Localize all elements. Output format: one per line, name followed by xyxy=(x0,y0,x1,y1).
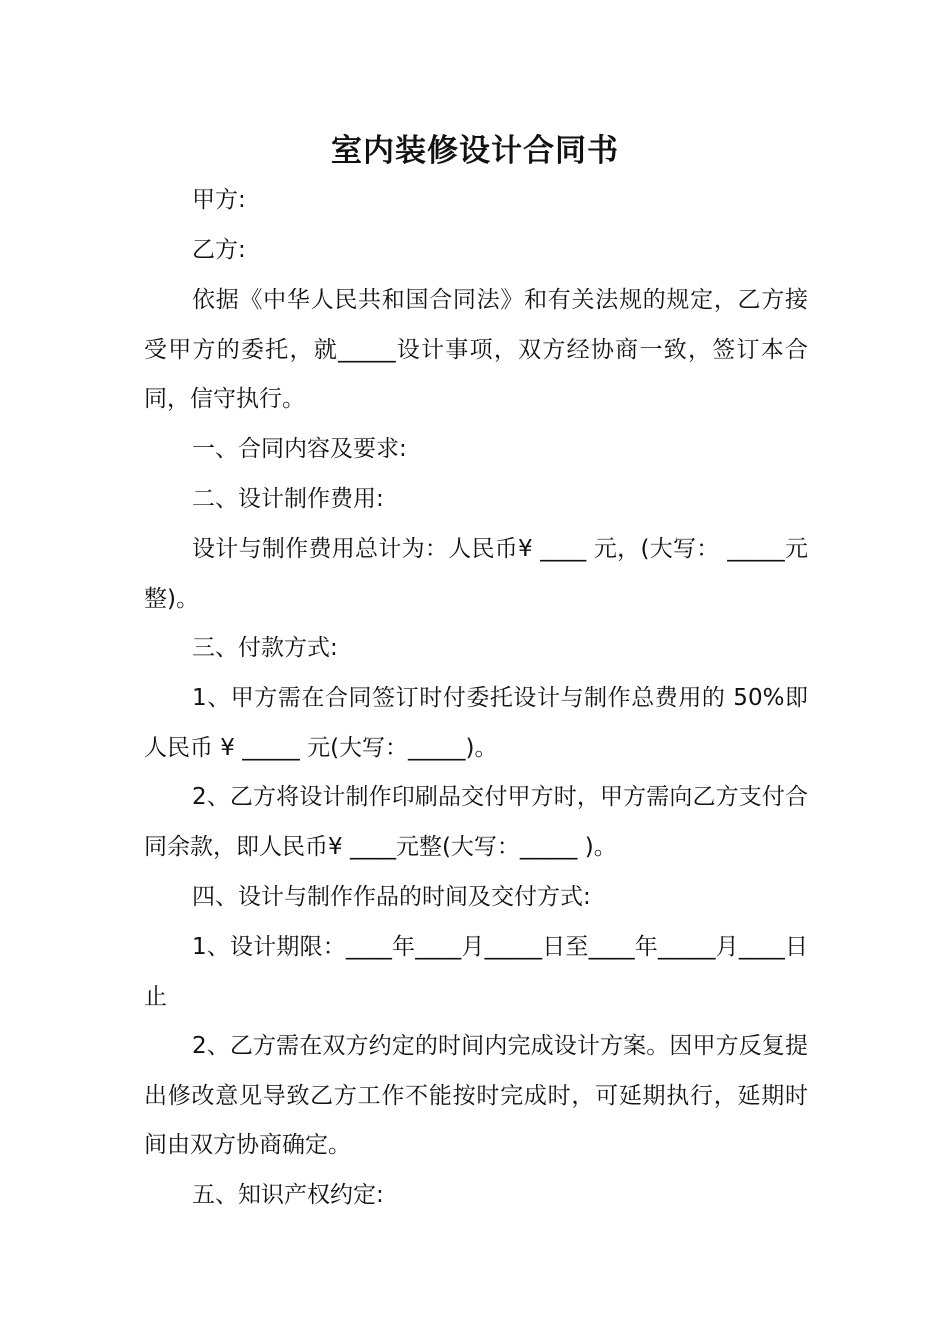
time-clause-2: 2、乙方需在双方约定的时间内完成设计方案。因甲方反复提出修改意见导致乙方工作不能按时完成时，可延期执行，延期时间由双方协商确定。 xyxy=(144,1033,808,1158)
section-2-heading: 二、设计制作费用: xyxy=(192,486,384,512)
party-a-line: 甲方: xyxy=(192,187,246,213)
preamble-paragraph: 依据《中华人民共和国合同法》和有关法规的规定，乙方接受甲方的委托，就_____设计事项，双方经协商一致，签订本合同，信守执行。 xyxy=(144,287,808,412)
section-1-heading: 一、合同内容及要求: xyxy=(192,436,407,462)
payment-clause-2: 2、乙方将设计制作印刷品交付甲方时，甲方需向乙方支付合同余款，即人民币¥ ____元整(大写：_____ )。 xyxy=(144,784,808,860)
document-title: 室内装修设计合同书 xyxy=(331,133,619,169)
section-4-heading: 四、设计与制作作品的时间及交付方式: xyxy=(192,884,591,910)
time-clause-1: 1、设计期限：____年____月_____日至____年_____月____日止 xyxy=(144,934,808,1010)
fee-paragraph: 设计与制作费用总计为：人民币¥ ____ 元，(大写： _____元整)。 xyxy=(144,536,808,612)
payment-clause-1: 1、甲方需在合同签订时付委托设计与制作总费用的 50%即人民币 ¥ _____ 元(大写：_____)。 xyxy=(144,685,808,761)
section-5-heading: 五、知识产权约定: xyxy=(192,1182,384,1208)
section-3-heading: 三、付款方式: xyxy=(192,635,338,661)
party-b-line: 乙方: xyxy=(192,237,246,263)
